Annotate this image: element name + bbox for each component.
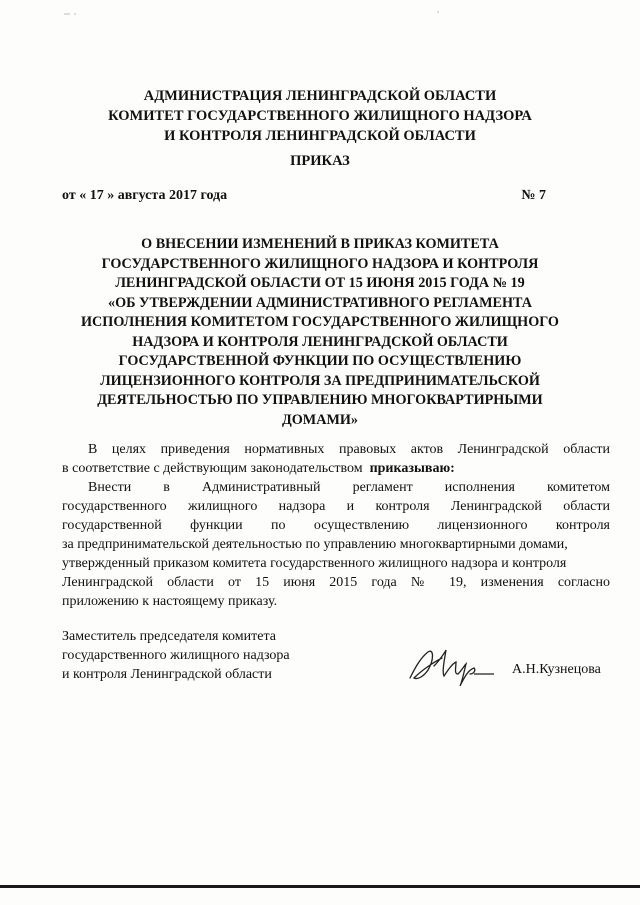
scan-bottom-edge: [0, 885, 640, 888]
title-line: «ОБ УТВЕРЖДЕНИИ АДМИНИСТРАТИВНОГО РЕГЛАМЕНТА: [108, 294, 532, 311]
paragraph-line: Внести в Административный регламент исполнения комитетом: [88, 480, 610, 495]
paragraph-line: государственной функции по осуществлению лицензионного контроля: [62, 518, 610, 533]
document-title: [70, 235, 570, 430]
preamble-line: В целях приведения нормативных правовых актов Ленинградской области: [88, 442, 610, 457]
document-number: № 7: [521, 188, 546, 203]
organization-header: [60, 86, 580, 146]
title-line: ДОМАМИ»: [282, 411, 358, 428]
date-number-row: [62, 188, 546, 204]
preamble-text: в соответствие с действующим законодательством: [62, 461, 363, 476]
paragraph-line: государственного жилищного надзора и контроля Ленинградской области: [62, 499, 610, 514]
order-word: приказываю:: [369, 461, 455, 476]
paragraph-line: за предпринимательской деятельностью по управлению многоквартирными домами,: [62, 537, 568, 552]
title-line: О ВНЕСЕНИИ ИЗМЕНЕНИЙ В ПРИКАЗ КОМИТЕТА: [141, 236, 499, 252]
title-line: ДЕЯТЕЛЬНОСТЬЮ ПО УПРАВЛЕНИЮ МНОГОКВАРТИРНЫМИ: [97, 392, 543, 408]
preamble-paragraph: [62, 440, 610, 459]
document-type: ПРИКАЗ: [290, 153, 350, 169]
title-line: ИСПОЛНЕНИЯ КОМИТЕТОМ ГОСУДАРСТВЕННОГО ЖИЛИЩНОГО: [81, 314, 559, 330]
document-date: от « 17 » августа 2017 года: [62, 188, 228, 203]
paragraph-line: приложению к настоящему приказу.: [62, 594, 278, 609]
position-line: Заместитель председателя комитета: [62, 629, 276, 644]
header-line: КОМИТЕТ ГОСУДАРСТВЕННОГО ЖИЛИЩНОГО НАДЗОРА: [108, 108, 532, 124]
header-line: И КОНТРОЛЯ ЛЕНИНГРАДСКОЙ ОБЛАСТИ: [164, 128, 476, 144]
title-line: НАДЗОРА И КОНТРОЛЯ ЛЕНИНГРАДСКОЙ ОБЛАСТИ: [132, 333, 508, 350]
order-paragraph-continued: [62, 497, 610, 611]
header-line: АДМИНИСТРАЦИЯ ЛЕНИНГРАДСКОЙ ОБЛАСТИ: [143, 88, 497, 104]
paragraph-line: Ленинградской области от 15 июня 2015 года № 19, изменения согласно: [62, 575, 610, 590]
title-line: ЛИЦЕНЗИОННОГО КОНТРОЛЯ ЗА ПРЕДПРИНИМАТЕЛЬСКОЙ: [100, 372, 540, 389]
document-body: [62, 440, 610, 611]
paragraph-line: утвержденный приказом комитета государственного жилищного надзора и контроля: [62, 556, 567, 571]
title-line: ЛЕНИНГРАДСКОЙ ОБЛАСТИ ОТ 15 ИЮНЯ 2015 ГОДА № 19: [115, 275, 525, 291]
preamble-line-2: [62, 459, 610, 478]
handwritten-signature: [404, 640, 496, 690]
signatory-position: [62, 627, 362, 684]
scan-marks: [0, 0, 640, 20]
position-line: государственного жилищного надзора: [62, 648, 290, 663]
title-line: ГОСУДАРСТВЕННОЙ ФУНКЦИИ ПО ОСУЩЕСТВЛЕНИЮ: [118, 353, 522, 369]
order-paragraph: [62, 478, 610, 497]
signatory-name: А.Н.Кузнецова: [512, 662, 601, 677]
title-line: ГОСУДАРСТВЕННОГО ЖИЛИЩНОГО НАДЗОРА И КОНТРОЛЯ: [101, 255, 539, 272]
position-line: и контроля Ленинградской области: [62, 667, 272, 682]
